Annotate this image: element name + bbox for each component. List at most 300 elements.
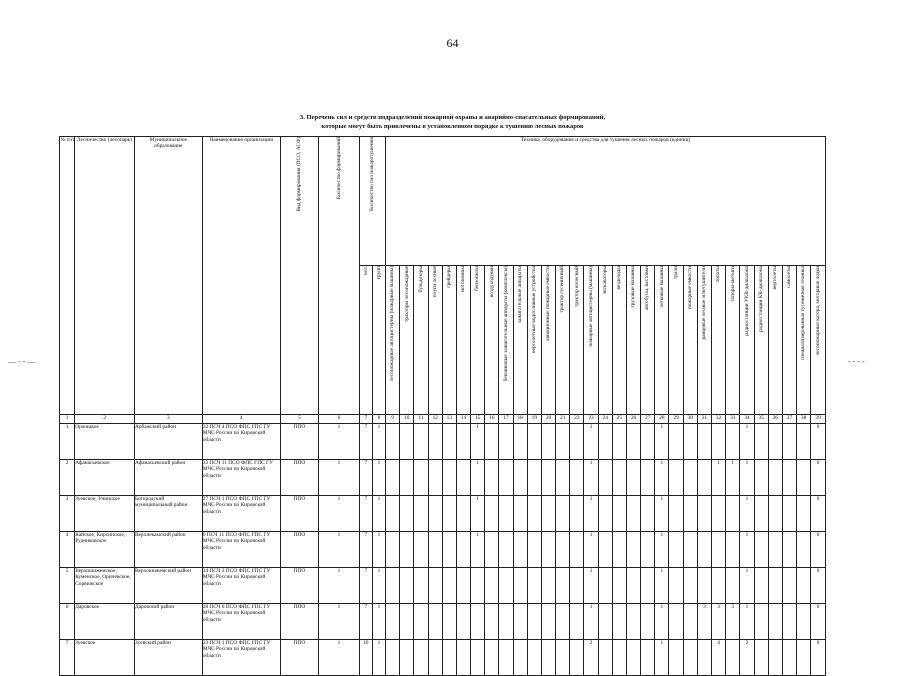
equipment-cell — [712, 532, 726, 568]
equipment-cell — [442, 424, 456, 460]
equipment-cell — [428, 568, 442, 604]
header-equipment-col: экскаваторы — [598, 266, 612, 415]
formation-type-cell: ППО — [280, 460, 318, 496]
equipment-cell — [386, 460, 400, 496]
equipment-cell: 1 — [740, 424, 754, 460]
column-number: 25 — [612, 415, 626, 424]
equipment-cell: 1 — [471, 424, 485, 460]
forces-table — [59, 136, 826, 676]
equipment-cell — [782, 532, 796, 568]
equipment-cell: 0 — [811, 496, 826, 532]
equipment-cell — [641, 460, 655, 496]
equipment-cell — [683, 460, 697, 496]
equipment-cell — [513, 496, 527, 532]
equipment-cell — [541, 640, 555, 676]
column-number: 6 — [319, 415, 360, 424]
equipment-cell — [598, 460, 612, 496]
equipment-cell: 1 — [740, 460, 754, 496]
equipment-cell — [513, 604, 527, 640]
persons-cell: 7 — [359, 532, 372, 568]
equipment-cell — [485, 496, 499, 532]
equipment-cell — [726, 640, 740, 676]
equipment-cell — [386, 604, 400, 640]
organization-cell: 23 ПСЧ 1 ПСО ФПС ГПС ГУ МЧС России по Кировской области — [202, 640, 280, 676]
equipment-cell: 0 — [811, 460, 826, 496]
forestry-cell: Афанасьевское — [75, 460, 135, 496]
header-equipment-col: топоры-мотыги — [726, 266, 740, 415]
equipment-cell — [414, 496, 428, 532]
equipment-cell — [541, 568, 555, 604]
equipment-cell — [626, 424, 640, 460]
row-number: 4 — [60, 532, 75, 568]
equipment-cell — [641, 568, 655, 604]
equipment-cell — [797, 460, 811, 496]
equipment-cell: 1 — [584, 568, 598, 604]
equipment-cell — [669, 460, 683, 496]
equipment-cell — [641, 424, 655, 460]
equipment-cell — [797, 604, 811, 640]
column-number: 5 — [280, 415, 318, 424]
forestry-cell: Верхошижемское, Куменское, Оричевское, Сорвижское — [75, 568, 135, 604]
organization-cell: 27 ПСЧ 1 ПСО ФПС ГПС ГУ МЧС России по Кировской области — [202, 496, 280, 532]
equipment-cell — [400, 640, 414, 676]
equipment-cell — [726, 424, 740, 460]
equipment-cell — [513, 568, 527, 604]
equipment-cell: 1 — [740, 532, 754, 568]
equipment-cell — [556, 532, 570, 568]
persons-cell: 7 — [359, 496, 372, 532]
equipment-cell — [527, 496, 541, 532]
page-number: 64 — [446, 36, 459, 50]
column-number: 12 — [428, 415, 442, 424]
equipment-cell — [499, 496, 513, 532]
equipment-cell — [697, 640, 711, 676]
formation-count-cell: 1 — [319, 532, 360, 568]
equipment-cell — [527, 640, 541, 676]
column-number: 15 — [471, 415, 485, 424]
table-row — [60, 424, 826, 460]
equipment-cell — [612, 640, 626, 676]
table-row — [60, 532, 826, 568]
equipment-cell — [471, 604, 485, 640]
column-number: 23 — [584, 415, 598, 424]
formation-count-cell: 1 — [319, 424, 360, 460]
header-equipment-col: вертолетные водосливные устройства — [527, 266, 541, 415]
header-equipment-col: лопаты — [712, 266, 726, 415]
row-number: 2 — [60, 460, 75, 496]
equipment-cell — [797, 424, 811, 460]
equipment-cell — [697, 460, 711, 496]
column-number: 33 — [726, 415, 740, 424]
equipment-cell — [782, 424, 796, 460]
equipment-cell — [626, 460, 640, 496]
equipment-cell — [768, 424, 782, 460]
equipment-cell — [386, 640, 400, 676]
equipment-cell — [612, 568, 626, 604]
equipment-cell: 2 — [740, 640, 754, 676]
column-number: 36 — [768, 415, 782, 424]
equipment-cell — [669, 568, 683, 604]
equipment-cell — [414, 640, 428, 676]
equipment-cell: 1 — [655, 568, 669, 604]
column-number: 10 — [400, 415, 414, 424]
header-equipment-col: грейдеры — [442, 266, 456, 415]
equipment-cell — [683, 604, 697, 640]
equipment-cell — [669, 496, 683, 532]
organization-cell: 33 ПСЧ 11 ПСО ФПС ГПС ГУ МЧС России по Кировской области — [202, 460, 280, 496]
equipment-cell — [782, 640, 796, 676]
equipment-cell — [683, 532, 697, 568]
formation-type-cell: ППО — [280, 496, 318, 532]
forestry-cell: Даровское — [75, 604, 135, 640]
groups-cell: 1 — [372, 532, 385, 568]
equipment-cell — [754, 604, 768, 640]
equipment-cell: 4 — [712, 640, 726, 676]
header-equipment-col: трактор гусеничный — [556, 266, 570, 415]
equipment-cell — [386, 424, 400, 460]
header-num: № п/п — [60, 137, 75, 415]
column-number: 22 — [570, 415, 584, 424]
equipment-cell — [456, 424, 470, 460]
header-equipment-col: лесопожарные катера, моторные лодки — [811, 266, 826, 415]
header-equipment-col: тракторы лесопожарные — [400, 266, 414, 415]
equipment-cell — [570, 424, 584, 460]
equipment-cell — [669, 532, 683, 568]
equipment-cell: 2 — [584, 640, 598, 676]
column-number: 38 — [797, 415, 811, 424]
equipment-cell — [598, 568, 612, 604]
equipment-cell — [485, 460, 499, 496]
equipment-cell: 1 — [471, 460, 485, 496]
equipment-cell — [641, 496, 655, 532]
equipment-cell: 0 — [811, 568, 826, 604]
equipment-cell — [782, 604, 796, 640]
equipment-cell — [570, 496, 584, 532]
column-number: 24 — [598, 415, 612, 424]
column-number: 20 — [541, 415, 555, 424]
equipment-cell: 1 — [655, 532, 669, 568]
column-number: 27 — [641, 415, 655, 424]
equipment-cell: 1 — [740, 496, 754, 532]
equipment-cell: 3 — [726, 604, 740, 640]
row-number: 3 — [60, 496, 75, 532]
column-number: 2 — [75, 415, 135, 424]
equipment-cell: 1 — [584, 460, 598, 496]
equipment-cell — [726, 568, 740, 604]
persons-cell: 10 — [359, 640, 372, 676]
table-row — [60, 640, 826, 676]
equipment-cell — [754, 640, 768, 676]
forestry-cell: Зуевское, Унинское — [75, 496, 135, 532]
equipment-cell — [541, 532, 555, 568]
municipality-cell: Зуевский район — [134, 640, 202, 676]
header-equipment-col: легковые машины — [655, 266, 669, 415]
equipment-cell — [485, 604, 499, 640]
equipment-cell — [541, 424, 555, 460]
header-formation-count: Количество формирований — [319, 137, 360, 415]
groups-cell: 1 — [372, 604, 385, 640]
equipment-cell — [612, 604, 626, 640]
equipment-cell — [598, 640, 612, 676]
equipment-cell — [541, 496, 555, 532]
equipment-cell — [414, 460, 428, 496]
equipment-cell — [456, 568, 470, 604]
equipment-cell: 0 — [811, 604, 826, 640]
header-formation-type: Вид формирования (ПСО, АСФ) — [280, 137, 318, 415]
equipment-cell — [456, 604, 470, 640]
header-equipment-col: плуги лесные — [428, 266, 442, 415]
equipment-cell — [527, 568, 541, 604]
column-number: 19 — [527, 415, 541, 424]
column-number: 13 — [442, 415, 456, 424]
equipment-cell — [626, 532, 640, 568]
equipment-cell — [797, 640, 811, 676]
equipment-cell — [485, 424, 499, 460]
persons-cell: 7 — [359, 424, 372, 460]
equipment-cell — [456, 532, 470, 568]
equipment-cell — [527, 460, 541, 496]
equipment-cell — [641, 640, 655, 676]
column-number: 34 — [740, 415, 754, 424]
header-equipment-col: бензопилы — [471, 266, 485, 415]
equipment-cell — [556, 568, 570, 604]
equipment-cell — [754, 460, 768, 496]
column-number: 39 — [811, 415, 826, 424]
equipment-cell — [400, 496, 414, 532]
equipment-cell — [697, 424, 711, 460]
equipment-cell: 1 — [740, 568, 754, 604]
formation-type-cell: ППО — [280, 640, 318, 676]
organization-cell: 32 ПСЧ 4 ПСО ФПС ГПС ГУ МЧС России по Кировской области — [202, 424, 280, 460]
header-equipment-col: вездеходы — [612, 266, 626, 415]
equipment-cell — [683, 496, 697, 532]
column-number: 37 — [782, 415, 796, 424]
equipment-cell — [556, 640, 570, 676]
column-number: 9 — [386, 415, 400, 424]
equipment-cell — [428, 532, 442, 568]
equipment-cell: 0 — [811, 640, 826, 676]
equipment-cell — [428, 604, 442, 640]
equipment-cell — [400, 460, 414, 496]
equipment-cell: 0 — [811, 424, 826, 460]
persons-cell: 7 — [359, 604, 372, 640]
header-equipment-col: бензиновые зажигательные аппараты (комплексы) — [499, 266, 513, 415]
equipment-cell — [768, 640, 782, 676]
header-municipality: Муниципальное образование — [134, 137, 202, 415]
equipment-cell — [414, 568, 428, 604]
header-equipment-col: радиостанции КВ-диапазона — [754, 266, 768, 415]
equipment-cell: 1 — [740, 604, 754, 640]
scan-artifact-left: — - - — — [8, 357, 36, 366]
column-number: 11 — [414, 415, 428, 424]
equipment-cell: 1 — [655, 640, 669, 676]
column-number: 32 — [712, 415, 726, 424]
equipment-cell — [712, 568, 726, 604]
equipment-cell — [541, 460, 555, 496]
header-equipment-col: авиационные пожарные емкости — [541, 266, 555, 415]
equipment-cell — [612, 424, 626, 460]
equipment-cell — [527, 604, 541, 640]
row-number: 6 — [60, 604, 75, 640]
equipment-cell — [726, 496, 740, 532]
equipment-cell — [386, 568, 400, 604]
municipality-cell: Даровской район — [134, 604, 202, 640]
equipment-cell — [598, 604, 612, 640]
equipment-cell — [513, 532, 527, 568]
equipment-cell — [442, 604, 456, 640]
formation-count-cell: 1 — [319, 460, 360, 496]
equipment-cell — [697, 532, 711, 568]
municipality-cell: Богородский муниципальный район — [134, 496, 202, 532]
groups-cell: 1 — [372, 640, 385, 676]
header-equipment-col: радиостанции УКВ-диапазона — [740, 266, 754, 415]
equipment-cell — [400, 604, 414, 640]
groups-cell: 1 — [372, 568, 385, 604]
equipment-cell — [442, 640, 456, 676]
formation-type-cell: ППО — [280, 532, 318, 568]
equipment-cell — [570, 460, 584, 496]
forestry-cell: Зуевское — [75, 640, 135, 676]
equipment-cell — [726, 532, 740, 568]
equipment-cell — [683, 568, 697, 604]
municipality-cell: Верхошижемский район — [134, 568, 202, 604]
equipment-cell: 1 — [471, 496, 485, 532]
equipment-cell — [428, 460, 442, 496]
formation-count-cell: 1 — [319, 568, 360, 604]
municipality-cell: Верхнекамский район — [134, 532, 202, 568]
equipment-cell — [400, 424, 414, 460]
equipment-cell — [471, 640, 485, 676]
formation-type-cell: ППО — [280, 568, 318, 604]
equipment-cell — [598, 496, 612, 532]
column-number: 18 — [513, 415, 527, 424]
equipment-cell — [797, 496, 811, 532]
equipment-cell — [499, 568, 513, 604]
equipment-cell — [570, 604, 584, 640]
equipment-cell: 1 — [655, 460, 669, 496]
column-number: 30 — [683, 415, 697, 424]
equipment-cell — [683, 424, 697, 460]
equipment-cell — [442, 532, 456, 568]
header-equipment-col: пожарные автоцистерны (машины) — [584, 266, 598, 415]
equipment-cell — [513, 424, 527, 460]
equipment-cell — [669, 640, 683, 676]
organization-cell: 28 ПСЧ 6 ПСО ФПС ГПС ГУ МЧС России по Кировской области — [202, 604, 280, 640]
table-row — [60, 460, 826, 496]
equipment-cell — [797, 568, 811, 604]
equipment-cell: 3 — [712, 604, 726, 640]
equipment-cell — [612, 460, 626, 496]
column-number: 21 — [556, 415, 570, 424]
header-equipment-col: самолеты — [782, 266, 796, 415]
equipment-cell — [697, 496, 711, 532]
header-equipment-col: пожарные емкости — [683, 266, 697, 415]
scan-artifact-right: - - - - — [848, 357, 865, 366]
equipment-cell — [456, 496, 470, 532]
header-equipment-col: вертолеты — [768, 266, 782, 415]
column-number: 7 — [359, 415, 372, 424]
header-equipment-col: трали — [669, 266, 683, 415]
header-personnel-count: Количество сил пожаротушения — [359, 137, 385, 266]
groups-cell: 1 — [372, 496, 385, 532]
equipment-cell: 1 — [584, 604, 598, 640]
organization-cell: 6 ПСЧ 11 ПСО ФПС ГПС ГУ МЧС России по Кировской области — [202, 532, 280, 568]
equipment-cell — [485, 640, 499, 676]
formation-type-cell: ППО — [280, 424, 318, 460]
groups-cell: 1 — [372, 424, 385, 460]
persons-cell: 7 — [359, 568, 372, 604]
equipment-cell — [782, 496, 796, 532]
groups-cell: 1 — [372, 460, 385, 496]
equipment-cell — [782, 568, 796, 604]
formation-count-cell: 1 — [319, 604, 360, 640]
equipment-cell — [782, 460, 796, 496]
formation-type-cell: ППО — [280, 604, 318, 640]
equipment-cell — [442, 496, 456, 532]
equipment-cell — [499, 604, 513, 640]
equipment-cell: 1 — [655, 496, 669, 532]
header-groups: групп — [372, 266, 385, 415]
equipment-cell — [527, 424, 541, 460]
equipment-cell — [697, 568, 711, 604]
equipment-cell — [428, 640, 442, 676]
formation-count-cell: 1 — [319, 640, 360, 676]
equipment-cell — [669, 604, 683, 640]
header-equipment-group: Техника, оборудование и средства для тушения лесных пожаров (единиц) — [386, 137, 826, 266]
equipment-cell — [598, 424, 612, 460]
equipment-cell — [485, 532, 499, 568]
equipment-cell: 0 — [811, 532, 826, 568]
equipment-cell: 1 — [726, 460, 740, 496]
equipment-cell — [641, 604, 655, 640]
column-number: 3 — [134, 415, 202, 424]
equipment-cell — [386, 496, 400, 532]
equipment-cell — [754, 496, 768, 532]
header-equipment-col: специализированная гусеничная техника — [797, 266, 811, 415]
column-number: 16 — [485, 415, 499, 424]
equipment-cell — [768, 496, 782, 532]
document-title-line2: которые могут быть привлечены в установленном порядке к тушению лесных пожаров — [321, 123, 584, 130]
equipment-cell — [527, 532, 541, 568]
row-number: 7 — [60, 640, 75, 676]
equipment-cell: 1 — [584, 532, 598, 568]
equipment-cell — [442, 460, 456, 496]
equipment-cell — [442, 568, 456, 604]
equipment-cell — [428, 496, 442, 532]
equipment-cell: 1 — [471, 532, 485, 568]
header-equipment-col: грузовые машины — [626, 266, 640, 415]
equipment-cell — [556, 496, 570, 532]
equipment-cell — [485, 568, 499, 604]
document-title-line1: 3. Перечень сил и средств подразделений пожарной охраны и аварийно-спасательных формирований, — [299, 114, 606, 121]
column-number: 29 — [669, 415, 683, 424]
equipment-cell — [626, 604, 640, 640]
equipment-cell — [400, 532, 414, 568]
equipment-cell — [456, 640, 470, 676]
equipment-cell: 1 — [655, 424, 669, 460]
equipment-cell — [626, 496, 640, 532]
row-number: 5 — [60, 568, 75, 604]
column-number: 26 — [626, 415, 640, 424]
header-equipment-col: воздуходувки — [485, 266, 499, 415]
header-equipment-col: бульдозеры — [414, 266, 428, 415]
forestry-cell: Кайское, Кирсинское, Рудниковское — [75, 532, 135, 568]
column-number: 8 — [372, 415, 385, 424]
equipment-cell — [570, 640, 584, 676]
equipment-cell: 1 — [584, 496, 598, 532]
equipment-cell — [513, 640, 527, 676]
header-equipment-col: трактор колесный — [570, 266, 584, 415]
